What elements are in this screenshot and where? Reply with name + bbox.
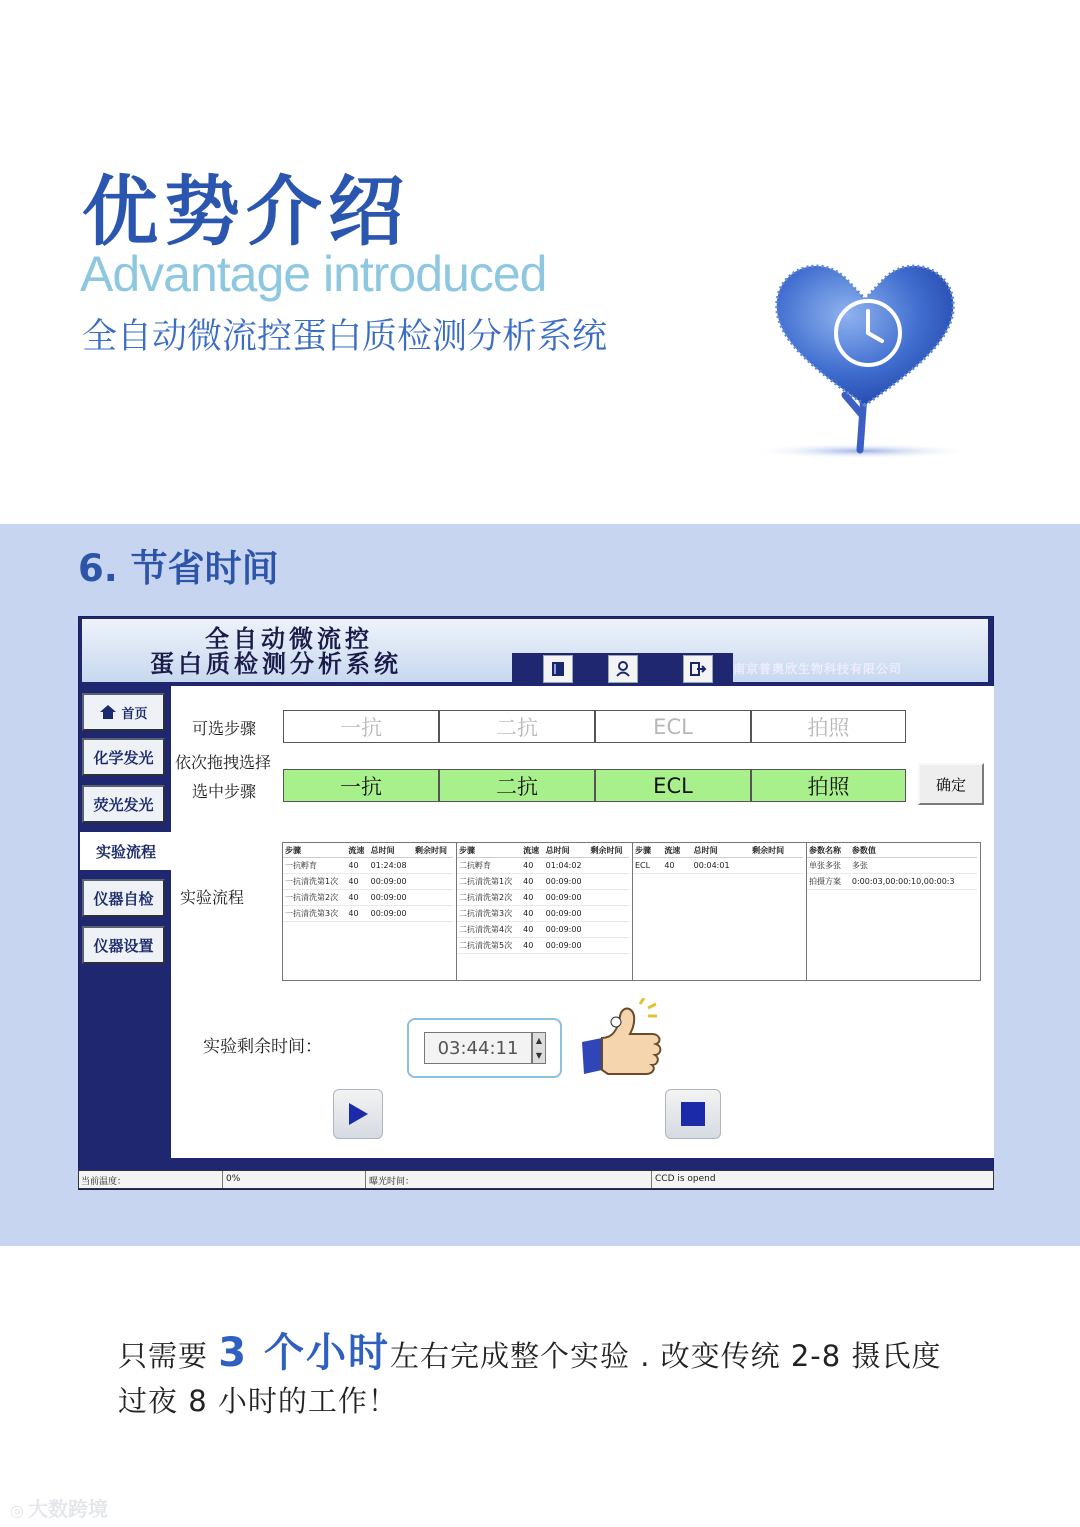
watermark-logo-icon: ◎ — [10, 1501, 24, 1520]
exposure-time-label: 曝光时间： — [369, 1177, 415, 1187]
table-row[interactable]: 二抗清洗第4次 40 00:09:00 — [457, 922, 629, 938]
temperature-label: 当前温度： — [81, 1177, 127, 1187]
table-row[interactable]: 一抗清洗第2次 40 00:09:00 — [283, 890, 453, 906]
nav-home[interactable] — [82, 693, 165, 731]
table-row[interactable]: 二抗孵育 40 01:04:02 — [457, 858, 629, 874]
flow-section-params — [807, 843, 980, 980]
table-row[interactable]: 单张多张 多张 — [807, 858, 977, 874]
thumbs-up-icon — [578, 998, 668, 1078]
watermark: ◎ 大数跨境 — [10, 1497, 108, 1521]
summary-line-1: 只需要 3 个小时左右完成整个实验 . 改变传统 2-8 摄氏度 — [118, 1330, 942, 1376]
available-step[interactable]: 拍照 — [751, 710, 906, 743]
selected-step[interactable]: 二抗 — [439, 769, 595, 802]
page-title: 优势介绍 — [82, 167, 410, 256]
stop-icon — [680, 1101, 706, 1127]
flow-section-ecl — [633, 843, 807, 980]
table-row[interactable]: ECL 40 00:04:01 — [633, 858, 803, 874]
time-spinner[interactable] — [532, 1032, 546, 1064]
remaining-time-field[interactable]: 03:44:11 — [424, 1032, 532, 1064]
progress-value: 0% — [226, 1174, 241, 1184]
flow-tables — [282, 842, 981, 981]
app-title-line1: 全自动微流控 — [205, 625, 373, 653]
table-row[interactable]: 拍摄方案 0:00:03,00:00:10,00:00:3 — [807, 874, 977, 890]
start-button[interactable] — [333, 1089, 383, 1139]
flow-section-primary — [283, 843, 457, 980]
secondary-antibody-table: 步骤 流速 总时间 剩余时间 二抗孵育 40 01:04:02 二抗清洗第1次 40 00:09:00 二抗清洗第2次 40 00:09:00 二抗清洗第3次 40 00:09:00 二抗清洗第4次 40 00:09:00 二抗清洗第5次 40 00:09:00 — [457, 843, 629, 954]
page-title-english: Advantage introduced — [80, 246, 547, 302]
flow-section-secondary — [457, 843, 633, 980]
selected-step[interactable]: 拍照 — [751, 769, 906, 802]
available-steps-label: 可选步骤 — [192, 719, 257, 738]
company-name: 南京普奥欣生物科技有限公司 — [733, 662, 903, 676]
heart-tree-clock-illustration — [740, 245, 990, 470]
ecl-table: 步骤 流速 总时间 剩余时间 ECL 40 00:04:01 — [633, 843, 803, 874]
nav-settings[interactable]: 仪器设置 — [82, 926, 165, 964]
selected-steps-row — [283, 769, 906, 802]
table-row[interactable]: 二抗清洗第1次 40 00:09:00 — [457, 874, 629, 890]
confirm-button[interactable]: 确定 — [918, 763, 984, 805]
nav-fluorescence[interactable]: 荧光发光 — [82, 785, 165, 823]
table-row[interactable]: 二抗清洗第5次 40 00:09:00 — [457, 938, 629, 954]
nav-self-check[interactable]: 仪器自检 — [82, 879, 165, 917]
highlight-duration: 3 个小时 — [218, 1330, 390, 1376]
table-row[interactable]: 一抗孵育 40 01:24:08 — [283, 858, 453, 874]
ccd-status: CCD is opend — [655, 1174, 716, 1184]
section-heading: 6. 节省时间 — [78, 547, 279, 590]
selected-steps-label: 选中步骤 — [192, 782, 257, 801]
summary-line-2: 过夜 8 小时的工作！ — [118, 1384, 398, 1418]
logout-button[interactable] — [683, 655, 713, 683]
nav-home-label: 首页 — [121, 706, 148, 722]
table-row[interactable]: 二抗清洗第2次 40 00:09:00 — [457, 890, 629, 906]
spin-up-icon[interactable]: ▲ — [535, 1036, 543, 1045]
document-button[interactable] — [543, 655, 573, 683]
document-icon — [549, 660, 567, 678]
app-title-line2: 蛋白质检测分析系统 — [150, 650, 402, 678]
available-step[interactable]: 一抗 — [283, 710, 439, 743]
status-bar — [78, 1170, 994, 1189]
available-step[interactable]: ECL — [595, 710, 751, 743]
table-row[interactable]: 一抗清洗第3次 40 00:09:00 — [283, 906, 453, 922]
home-icon — [99, 704, 117, 720]
table-row[interactable]: 一抗清洗第1次 40 00:09:00 — [283, 874, 453, 890]
parameter-table: 参数名称 参数值 单张多张 多张 拍摄方案 0:00:03,00:00:10,00:00:3 — [807, 843, 977, 890]
selected-step[interactable]: ECL — [595, 769, 751, 802]
nav-experiment-flow[interactable]: 实验流程 — [80, 832, 172, 870]
drag-hint-label: 依次拖拽选择 — [175, 753, 272, 772]
selected-step[interactable]: 一抗 — [283, 769, 439, 802]
stop-button[interactable] — [665, 1089, 721, 1139]
table-row[interactable]: 二抗清洗第3次 40 00:09:00 — [457, 906, 629, 922]
logout-icon — [689, 660, 707, 678]
available-step[interactable]: 二抗 — [439, 710, 595, 743]
remaining-time-label: 实验剩余时间： — [203, 1037, 322, 1057]
page-subtitle: 全自动微流控蛋白质检测分析系统 — [82, 317, 608, 357]
primary-antibody-table: 步骤 流速 总时间 剩余时间 一抗孵育 40 01:24:08 一抗清洗第1次 40 00:09:00 一抗清洗第2次 40 00:09:00 一抗清洗第3次 40 00:09:00 — [283, 843, 453, 922]
available-steps-row — [283, 710, 906, 743]
user-button[interactable] — [608, 655, 638, 683]
nav-chemiluminescence[interactable]: 化学发光 — [82, 738, 165, 776]
user-icon — [614, 660, 632, 678]
spin-down-icon[interactable]: ▼ — [535, 1051, 543, 1060]
flow-label: 实验流程 — [180, 888, 245, 907]
play-icon — [346, 1101, 370, 1127]
